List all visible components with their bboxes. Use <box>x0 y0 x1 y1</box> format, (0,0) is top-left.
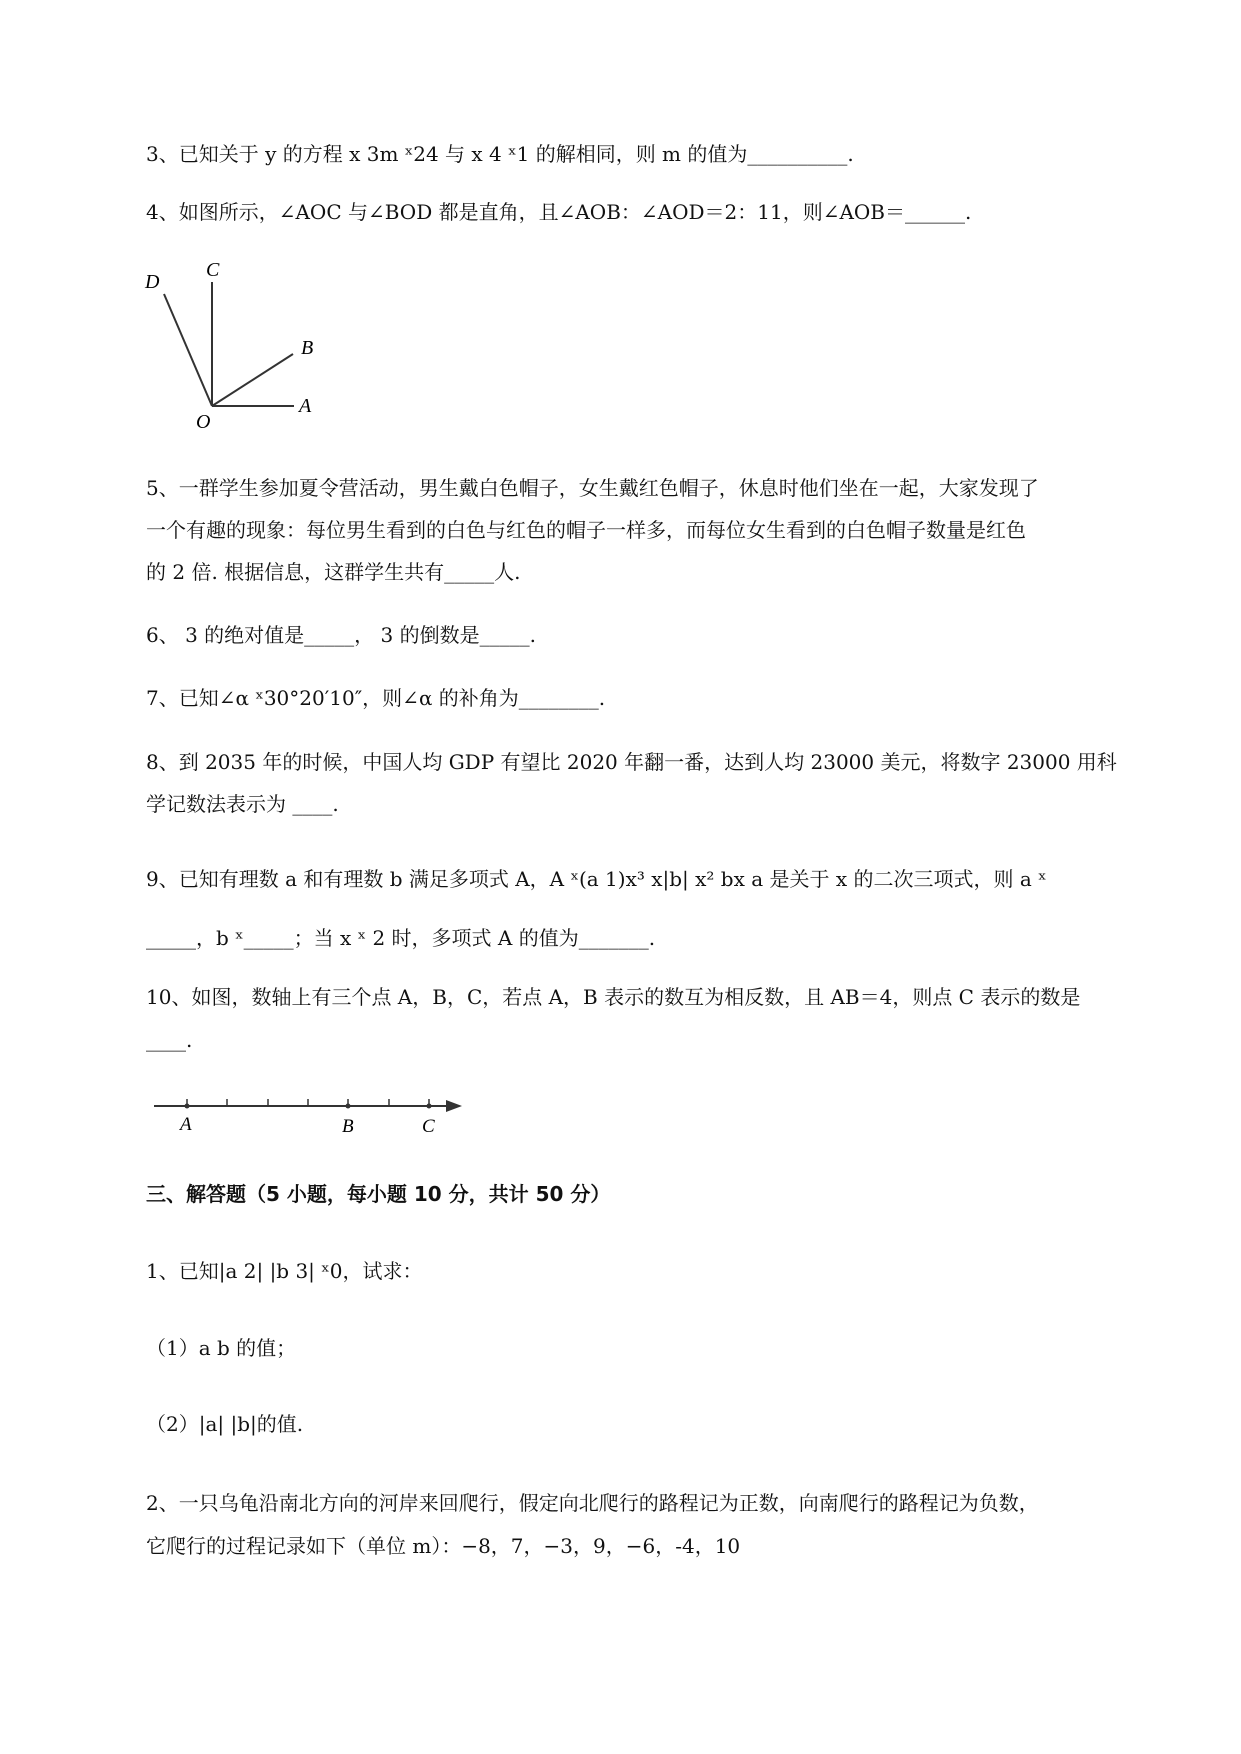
solve-question-1-part-1: （1）a b 的值； <box>146 1336 297 1360</box>
question-8-line-1: 8、到 2035 年的时候，中国人均 GDP 有望比 2020 年翻一番，达到人均 23000 美元，将数字 23000 用科 <box>146 750 1117 774</box>
label-point-a: A <box>180 1114 192 1135</box>
point-a <box>185 1104 190 1109</box>
label-c: C <box>206 262 220 281</box>
question-5-line-3: 的 2 倍. 根据信息，这群学生共有_____人. <box>146 560 521 584</box>
number-line-figure <box>150 1090 470 1140</box>
number-line-ticks <box>187 1099 429 1106</box>
point-c <box>427 1104 432 1109</box>
question-4: 4、如图所示，∠AOC 与∠BOD 都是直角，且∠AOB：∠AOD＝2：11，则∠AOB＝______. <box>146 200 972 224</box>
point-b <box>346 1104 351 1109</box>
label-point-b: B <box>342 1116 354 1137</box>
section-3-heading: 三、解答题（5 小题，每小题 10 分，共计 50 分） <box>146 1182 611 1206</box>
ray-od <box>164 294 212 406</box>
question-7: 7、已知∠α ˣ30°20′10″，则∠α 的补角为________. <box>146 686 606 710</box>
question-5-line-2: 一个有趣的现象：每位男生看到的白色与红色的帽子一样多，而每位女生看到的白色帽子数量是红色 <box>146 518 1026 542</box>
question-9-line-1: 9、已知有理数 a 和有理数 b 满足多项式 A，A ˣ(a 1)x³ x|b| x² bx a 是关于 x 的二次三项式，则 a ˣ <box>146 867 1047 891</box>
question-10-line-1: 10、如图，数轴上有三个点 A，B，C，若点 A，B 表示的数互为相反数，且 AB＝4，则点 C 表示的数是 <box>146 985 1081 1009</box>
solve-question-2-line-2: 它爬行的过程记录如下（单位 m）：−8，7，−3，9，−6，-4，10 <box>146 1534 741 1558</box>
solve-question-1-part-2: （2）|a| |b|的值. <box>146 1412 304 1436</box>
number-line-arrow <box>446 1100 462 1112</box>
label-d: D <box>145 271 160 293</box>
solve-question-2-line-1: 2、一只乌龟沿南北方向的河岸来回爬行，假定向北爬行的路程记为正数，向南爬行的路程记为负数， <box>146 1491 1039 1515</box>
label-a: A <box>299 395 312 417</box>
label-o: O <box>196 411 211 432</box>
label-point-c: C <box>422 1116 435 1137</box>
ray-ob <box>212 354 293 406</box>
question-8-line-2: 学记数法表示为 ____. <box>146 792 339 816</box>
question-6: 6、 3 的绝对值是_____， 3 的倒数是_____. <box>146 623 536 647</box>
solve-question-1: 1、已知|a 2| |b 3| ˣ0，试求： <box>146 1259 423 1283</box>
label-b: B <box>301 337 314 359</box>
question-3: 3、已知关于 y 的方程 x 3m ˣ24 与 x 4 ˣ1 的解相同，则 m 的值为__________. <box>146 142 854 166</box>
question-9-line-2: _____，b ˣ_____；当 x ˣ 2 时，多项式 A 的值为_______. <box>146 926 656 950</box>
question-10-line-2: ____. <box>146 1028 193 1052</box>
angle-figure <box>140 262 340 432</box>
question-5-line-1: 5、一群学生参加夏令营活动，男生戴白色帽子，女生戴红色帽子，休息时他们坐在一起，大家发现了 <box>146 476 1039 500</box>
